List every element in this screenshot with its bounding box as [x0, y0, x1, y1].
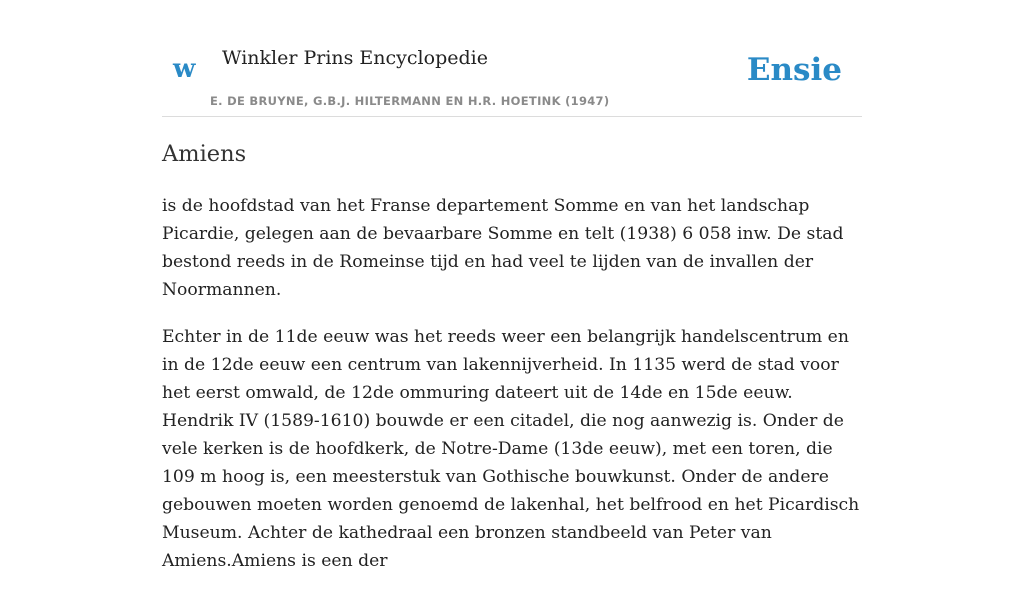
site-header [162, 0, 862, 117]
article-paragraph-1: is de hoofdstad van het Franse departement Somme en van het landschap Picardie, gelegen aan de bevaarbare Somme en telt (1938) 6 058 inw. De stad bestond reeds in de Romeinse tijd en had veel te lijden van de invallen der Noormannen. [162, 196, 844, 300]
article-title: Amiens [162, 141, 247, 167]
brand-logo-link[interactable]: Ensie [746, 52, 842, 88]
article [162, 136, 862, 594]
work-title-link[interactable]: Winkler Prins Encyclopedie [222, 47, 488, 69]
article-paragraph-2: Echter in de 11de eeuw was het reeds weer een belangrijk handelscentrum en in de 12de eeuw een centrum van lakennijverheid. In 1135 werd de stad voor het eerst omwald, de 12de ommuring dateert uit de 14de en 15de eeuw. Hendrik IV (1589-1610) bouwde er een citadel, die nog aanwezig is. Onder de vele kerken is de hoofdkerk, de Notre-Dame (13de eeuw), met een toren, die 109 m hoog is, een meesterstuk van Gothische bouwkunst. Onder de andere gebouwen moeten worden genoemd de lakenhal, het belfrood en het Picardisch Museum. Achter de kathedraal een bronzen standbeeld van Peter van Amiens.Amiens is een der [162, 327, 860, 571]
work-authors: E. DE BRUYNE, G.B.J. HILTERMANN EN H.R. HOETINK (1947) [210, 94, 610, 108]
work-logo-icon[interactable]: w [173, 54, 196, 84]
